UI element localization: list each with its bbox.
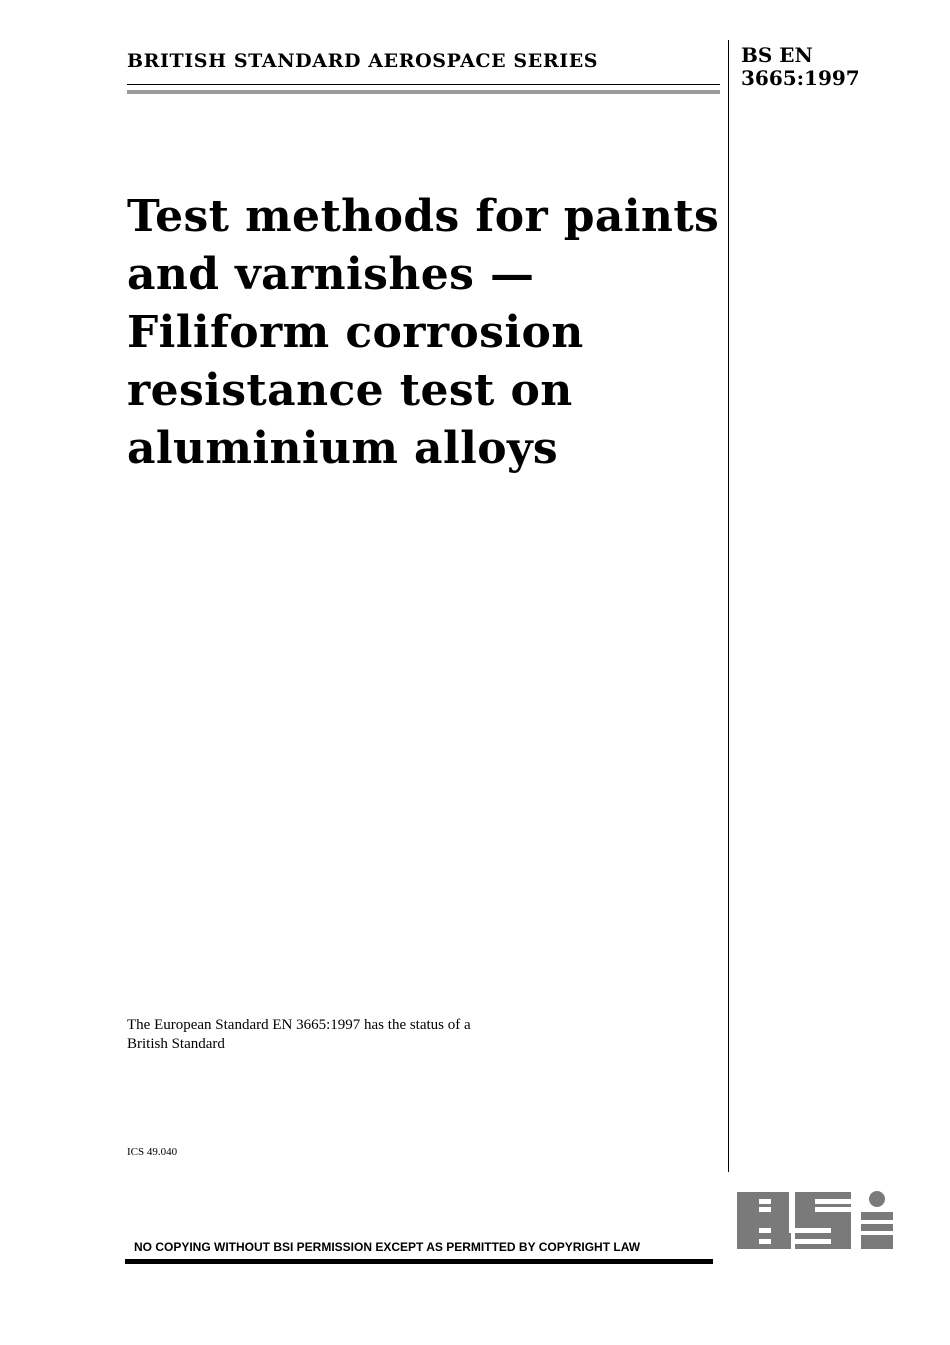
ics-code: ICS 49.040 xyxy=(127,1146,178,1158)
title-line: Filiform corrosion xyxy=(127,307,584,358)
standard-number-line2: 3665:1997 xyxy=(741,66,860,90)
title-line: and varnishes — xyxy=(127,249,535,300)
footer-rule xyxy=(125,1259,713,1264)
standard-number xyxy=(741,44,860,90)
bsi-logo-text: BSi xyxy=(820,1262,822,1263)
series-title: BRITISH STANDARD AEROSPACE SERIES xyxy=(127,50,599,72)
title-line: Test methods for paints xyxy=(127,191,720,242)
title-line: resistance test on xyxy=(127,365,573,416)
status-line: British Standard xyxy=(127,1036,225,1052)
status-statement xyxy=(127,1016,567,1054)
vertical-divider xyxy=(728,40,729,1172)
header-rule xyxy=(127,84,720,85)
status-line: The European Standard EN 3665:1997 has the status of a xyxy=(127,1017,471,1033)
copyright-notice: NO COPYING WITHOUT BSI PERMISSION EXCEPT AS PERMITTED BY COPYRIGHT LAW xyxy=(134,1240,641,1254)
bsi-logo xyxy=(737,1190,905,1265)
standard-number-line1: BS EN xyxy=(741,43,813,67)
title-line: aluminium alloys xyxy=(127,423,559,474)
document-title xyxy=(127,188,727,478)
header-grey-rule xyxy=(127,90,720,94)
